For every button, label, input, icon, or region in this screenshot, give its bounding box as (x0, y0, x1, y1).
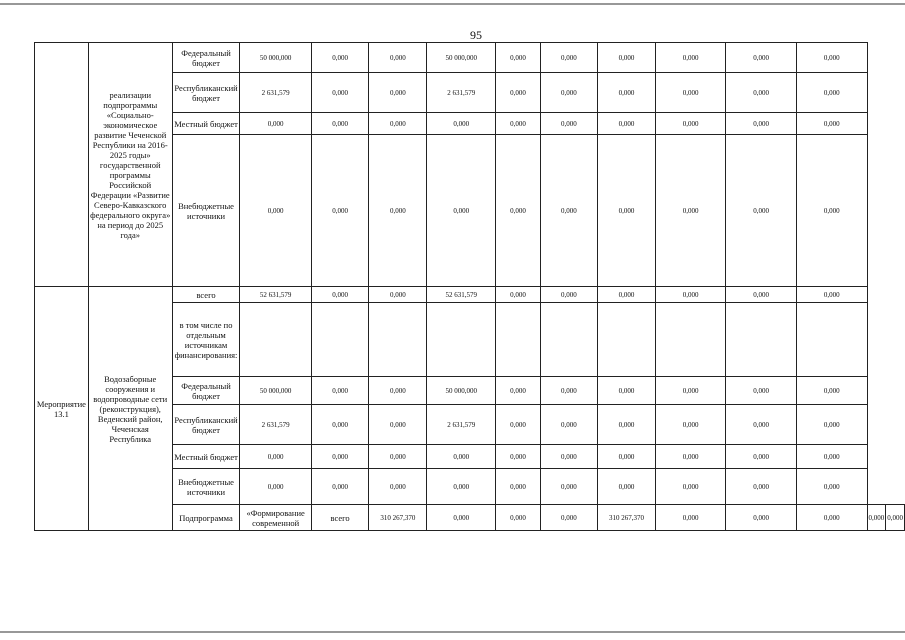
value-cell: 0,000 (540, 469, 597, 505)
table-row (35, 287, 905, 303)
value-cell: 0,000 (655, 113, 726, 135)
value-cell: 310 267,370 (369, 505, 427, 531)
empty-cell (598, 303, 656, 377)
value-cell: 0,000 (655, 135, 726, 287)
value-cell: 0,000 (655, 287, 726, 303)
value-cell: 0,000 (655, 377, 726, 405)
budget-table (34, 42, 905, 531)
value-cell: 0,000 (540, 73, 597, 113)
source-label: Местный бюджет (172, 113, 240, 135)
value-cell: 0,000 (796, 113, 867, 135)
value-cell: 0,000 (311, 43, 369, 73)
value-cell: 0,000 (496, 405, 540, 445)
value-cell: 0,000 (598, 405, 656, 445)
value-cell: 0,000 (427, 445, 496, 469)
section-type: Мероприятие 13.1 (35, 287, 89, 531)
value-cell: 0,000 (311, 287, 369, 303)
source-label: всего (172, 287, 240, 303)
source-label: Республиканский бюджет (172, 73, 240, 113)
value-cell: 0,000 (540, 43, 597, 73)
value-cell: 0,000 (496, 377, 540, 405)
value-cell: 0,000 (796, 377, 867, 405)
value-cell: 0,000 (726, 505, 797, 531)
value-cell: 310 267,370 (598, 505, 656, 531)
scan-edge-bottom (0, 631, 905, 633)
value-cell: 0,000 (796, 73, 867, 113)
value-cell: 2 631,579 (427, 405, 496, 445)
value-cell: 0,000 (369, 287, 427, 303)
value-cell: 0,000 (598, 113, 656, 135)
value-cell: 0,000 (496, 73, 540, 113)
value-cell: 50 000,000 (240, 43, 311, 73)
value-cell: 0,000 (540, 287, 597, 303)
section-name: Водозаборные сооружения и водопроводные сети (реконструкция), Веденский район, Чеченская Республика (88, 287, 172, 531)
empty-cell (655, 303, 726, 377)
value-cell: 2 631,579 (240, 73, 311, 113)
value-cell: 0,000 (796, 469, 867, 505)
value-cell: 0,000 (796, 505, 867, 531)
value-cell: 0,000 (655, 445, 726, 469)
value-cell: 0,000 (311, 113, 369, 135)
value-cell: 0,000 (796, 405, 867, 445)
source-label: всего (311, 505, 369, 531)
value-cell: 50 000,000 (427, 43, 496, 73)
value-cell: 0,000 (655, 43, 726, 73)
value-cell: 0,000 (496, 469, 540, 505)
value-cell: 0,000 (369, 405, 427, 445)
value-cell: 0,000 (540, 113, 597, 135)
value-cell: 0,000 (796, 43, 867, 73)
value-cell: 0,000 (369, 73, 427, 113)
value-cell: 0,000 (726, 445, 797, 469)
value-cell: 0,000 (655, 505, 726, 531)
value-cell: 0,000 (867, 505, 886, 531)
empty-cell (369, 303, 427, 377)
value-cell: 0,000 (655, 469, 726, 505)
value-cell: 0,000 (796, 445, 867, 469)
value-cell: 0,000 (427, 505, 496, 531)
value-cell: 0,000 (496, 135, 540, 287)
value-cell: 2 631,579 (427, 73, 496, 113)
empty-cell (726, 303, 797, 377)
page-number: 95 (470, 28, 482, 42)
empty-cell (796, 303, 867, 377)
section-type: Подпрограмма (172, 505, 240, 531)
value-cell: 0,000 (427, 113, 496, 135)
value-cell: 0,000 (427, 469, 496, 505)
value-cell: 0,000 (726, 469, 797, 505)
value-cell: 0,000 (496, 445, 540, 469)
value-cell: 0,000 (540, 445, 597, 469)
section-name: реализации подпрограммы «Социально-экономическое развитие Чеченской Республики на 2016-2025 годы» государственной программы Российской Федерации «Развитие Северо-Кавказского федерального округа» на период до 2025 года» (88, 43, 172, 287)
value-cell: 0,000 (311, 377, 369, 405)
value-cell: 0,000 (598, 377, 656, 405)
scan-edge-top (0, 3, 905, 5)
value-cell: 0,000 (311, 135, 369, 287)
value-cell: 0,000 (655, 405, 726, 445)
value-cell: 0,000 (240, 445, 311, 469)
empty-type-cell (35, 43, 89, 287)
empty-cell (427, 303, 496, 377)
value-cell: 0,000 (726, 287, 797, 303)
value-cell: 0,000 (369, 113, 427, 135)
empty-cell (496, 303, 540, 377)
value-cell: 0,000 (240, 135, 311, 287)
source-label: Внебюджетные источники (172, 135, 240, 287)
value-cell: 0,000 (369, 377, 427, 405)
source-label: Федеральный бюджет (172, 377, 240, 405)
value-cell: 0,000 (540, 135, 597, 287)
value-cell: 0,000 (726, 73, 797, 113)
value-cell: 0,000 (496, 113, 540, 135)
value-cell: 0,000 (726, 43, 797, 73)
value-cell: 50 000,000 (240, 377, 311, 405)
value-cell: 0,000 (311, 73, 369, 113)
value-cell: 0,000 (369, 445, 427, 469)
value-cell: 52 631,579 (240, 287, 311, 303)
empty-cell (311, 303, 369, 377)
value-cell: 0,000 (240, 113, 311, 135)
value-cell: 0,000 (598, 287, 656, 303)
value-cell: 0,000 (726, 113, 797, 135)
value-cell: 0,000 (369, 43, 427, 73)
value-cell: 0,000 (655, 73, 726, 113)
value-cell: 52 631,579 (427, 287, 496, 303)
note-label: в том числе по отдельным источникам финансирования: (172, 303, 240, 377)
value-cell: 0,000 (369, 135, 427, 287)
empty-cell (540, 303, 597, 377)
value-cell: 0,000 (311, 445, 369, 469)
value-cell: 0,000 (369, 469, 427, 505)
value-cell: 0,000 (598, 135, 656, 287)
table-row (35, 43, 905, 73)
value-cell: 0,000 (726, 377, 797, 405)
value-cell: 0,000 (598, 445, 656, 469)
value-cell: 0,000 (796, 287, 867, 303)
value-cell: 0,000 (427, 135, 496, 287)
value-cell: 50 000,000 (427, 377, 496, 405)
value-cell: 0,000 (796, 135, 867, 287)
source-label: Федеральный бюджет (172, 43, 240, 73)
value-cell: 0,000 (598, 43, 656, 73)
value-cell: 0,000 (496, 287, 540, 303)
value-cell: 0,000 (311, 405, 369, 445)
section-name: «Формирование современной (240, 505, 311, 531)
value-cell: 0,000 (496, 505, 540, 531)
source-label: Внебюджетные источники (172, 469, 240, 505)
value-cell: 0,000 (540, 405, 597, 445)
value-cell: 0,000 (496, 43, 540, 73)
value-cell: 0,000 (598, 469, 656, 505)
value-cell: 0,000 (598, 73, 656, 113)
value-cell: 0,000 (540, 377, 597, 405)
value-cell: 0,000 (886, 505, 905, 531)
empty-cell (240, 303, 311, 377)
value-cell: 0,000 (240, 469, 311, 505)
source-label: Местный бюджет (172, 445, 240, 469)
value-cell: 0,000 (540, 505, 597, 531)
source-label: Республиканский бюджет (172, 405, 240, 445)
value-cell: 0,000 (726, 135, 797, 287)
value-cell: 0,000 (311, 469, 369, 505)
value-cell: 0,000 (726, 405, 797, 445)
value-cell: 2 631,579 (240, 405, 311, 445)
